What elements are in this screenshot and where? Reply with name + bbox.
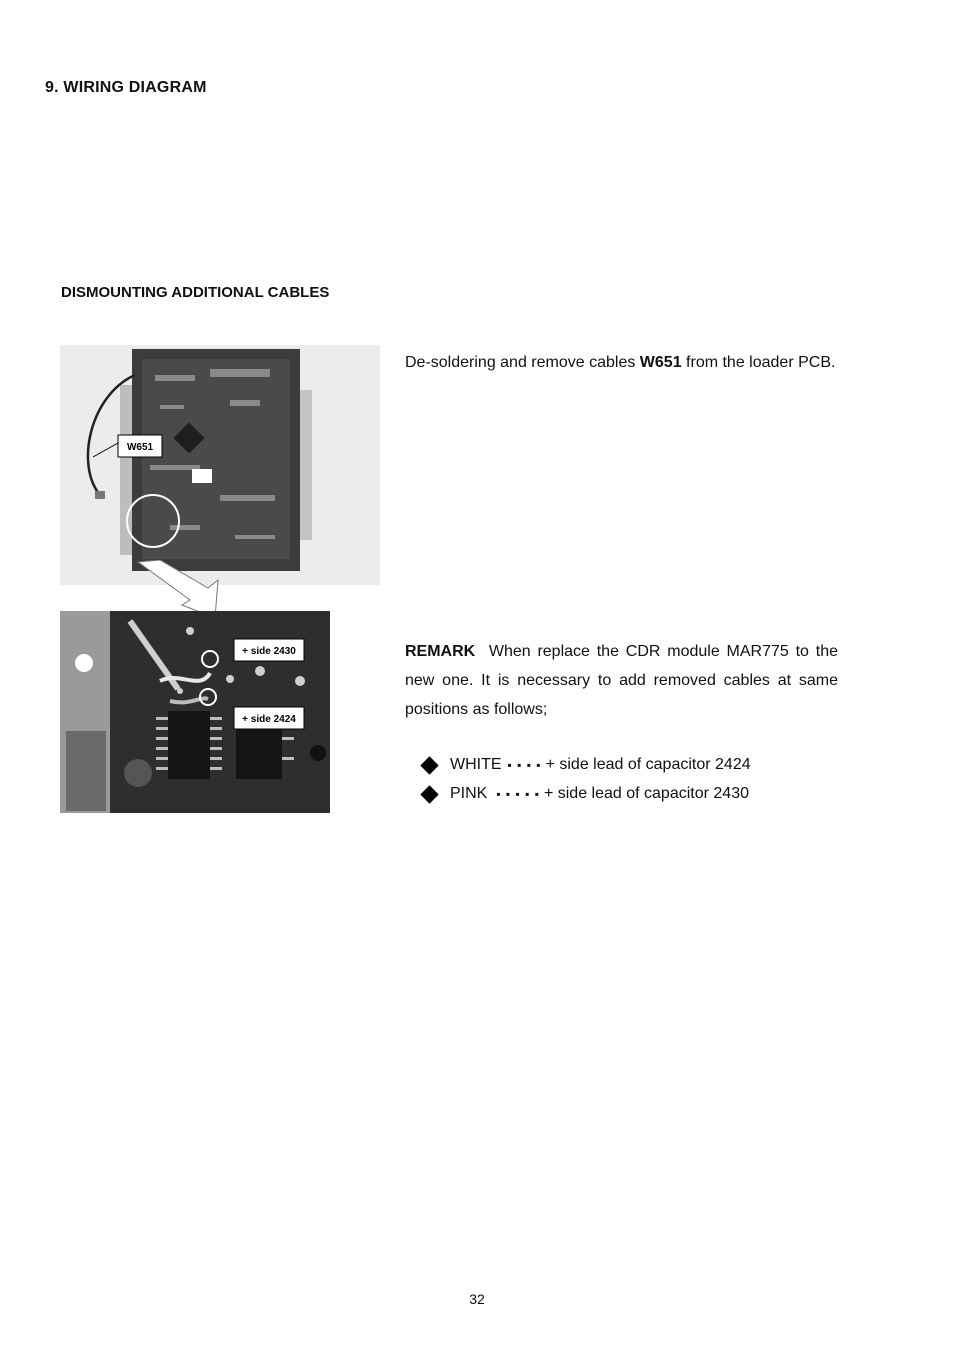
desolder-text-before: De-soldering and remove cables [405,354,640,371]
bullet-dots: ▪ ▪ ▪ ▪ ▪ [496,787,540,801]
side-2424-label: + side 2424 [242,714,296,725]
section-heading: 9. WIRING DIAGRAM [45,79,207,96]
bullet-white [420,756,751,774]
remark-label: REMARK [405,643,476,660]
page-number: 32 [469,1291,485,1307]
bullet-text: + side lead of capacitor 2430 [543,785,749,802]
remark-paragraph [405,637,838,724]
remark-text: When replace the CDR module MAR775 to the new one. It is necessary to add removed cables at same positions as follows; [405,643,839,718]
bullet-color: PINK [450,785,488,802]
pcb-closeup-photo [60,611,330,813]
bullet-pink [420,785,749,803]
bullet-text: + side lead of capacitor 2424 [545,756,751,773]
desolder-text-bold: W651 [639,354,682,371]
bullet-color: WHITE [450,756,502,773]
subsection-heading: DISMOUNTING ADDITIONAL CABLES [61,284,330,301]
diamond-bullet-icon [420,756,438,774]
desolder-text-after: from the loader PCB. [681,354,836,371]
w651-label: W651 [126,442,154,453]
pcb-overview-photo [60,345,380,585]
desolder-instruction [405,348,838,377]
bullet-dots: ▪ ▪ ▪ ▪ [507,758,542,772]
side-2430-label: + side 2430 [242,646,296,657]
diamond-bullet-icon [420,785,438,803]
